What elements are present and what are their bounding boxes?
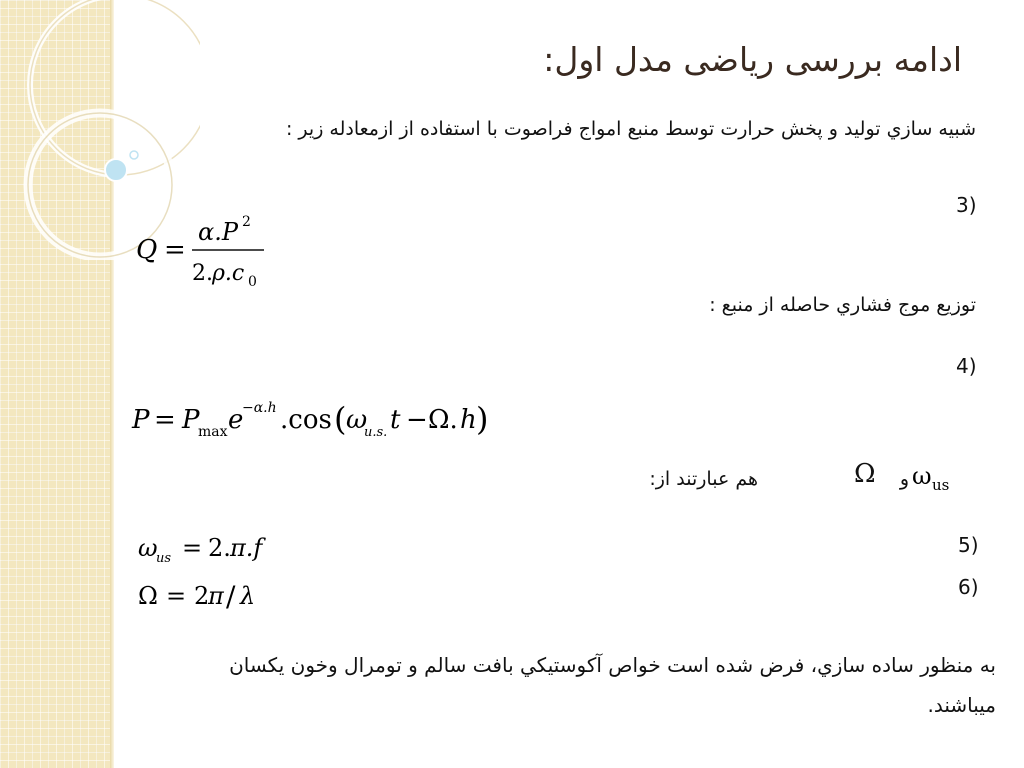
svg-text:ω: ω — [912, 462, 932, 490]
svg-text:(: ( — [334, 400, 347, 438]
equation-4 — [128, 392, 498, 444]
svg-text:h: h — [460, 405, 477, 435]
svg-text:max: max — [198, 424, 228, 440]
svg-text:=: = — [166, 582, 187, 610]
svg-text:=: = — [164, 235, 186, 265]
svg-text:Q: Q — [136, 235, 158, 265]
svg-text:us: us — [156, 551, 172, 566]
svg-text:−: − — [406, 405, 428, 435]
svg-text:Ω: Ω — [138, 582, 158, 610]
equation-6 — [134, 578, 284, 616]
equation-3-number: 3) — [956, 193, 977, 217]
svg-text:2.: 2. — [192, 261, 213, 286]
svg-text:π.f: π.f — [230, 534, 263, 562]
equation-3 — [130, 208, 280, 298]
svg-text:π: π — [208, 582, 224, 610]
svg-text:=: = — [154, 405, 176, 435]
svg-text:ρ.c: ρ.c — [212, 261, 245, 286]
svg-text:ω: ω — [346, 405, 368, 435]
svg-text:2: 2 — [242, 214, 251, 230]
svg-text:t: t — [390, 405, 401, 435]
svg-text:0: 0 — [248, 274, 257, 290]
equation-4-number: 4) — [956, 354, 977, 378]
svg-text:ω: ω — [138, 534, 158, 562]
svg-text:u.s.: u.s. — [364, 425, 388, 440]
equation-5-number: 5) — [958, 533, 979, 557]
svg-text:−α.h: −α.h — [242, 400, 277, 416]
symbol-Omega: Ω — [854, 459, 876, 489]
intro-text: شبيه سازي توليد و پخش حرارت توسط منبع امواج فراصوت با استفاده از ازمعادله زير : — [285, 118, 976, 140]
svg-text:e: e — [228, 405, 244, 435]
symbol-omega-us — [910, 458, 970, 498]
pressure-intro-text: توزيع موج فشاري حاصله از منبع : — [709, 294, 976, 316]
equation-6-number: 6) — [958, 575, 979, 599]
svg-text:=: = — [182, 534, 203, 562]
svg-text:us: us — [932, 476, 950, 494]
note-line-2: ميباشند. — [927, 693, 996, 717]
svg-text:): ) — [476, 400, 489, 438]
equation-5 — [134, 530, 304, 570]
slide-title: ادامه بررسی ریاضی مدل اول: — [543, 40, 962, 79]
svg-text:.cos: .cos — [280, 405, 332, 435]
symbols-text: هم عبارتند از: — [649, 468, 758, 490]
note-line-1: به منظور ساده سازي، فرض شده است خواص آکوستيکي بافت سالم و تومرال وخون يکسان — [229, 653, 996, 677]
svg-text:2.: 2. — [208, 534, 231, 562]
svg-text:λ: λ — [240, 582, 256, 610]
svg-text:Ω.: Ω. — [428, 405, 458, 435]
svg-text:α.P: α.P — [198, 218, 238, 246]
svg-text:P: P — [132, 405, 150, 435]
svg-text:/: / — [226, 580, 236, 613]
symbols-and: و — [899, 468, 909, 490]
svg-text:2: 2 — [194, 582, 210, 610]
svg-text:P: P — [182, 405, 200, 435]
